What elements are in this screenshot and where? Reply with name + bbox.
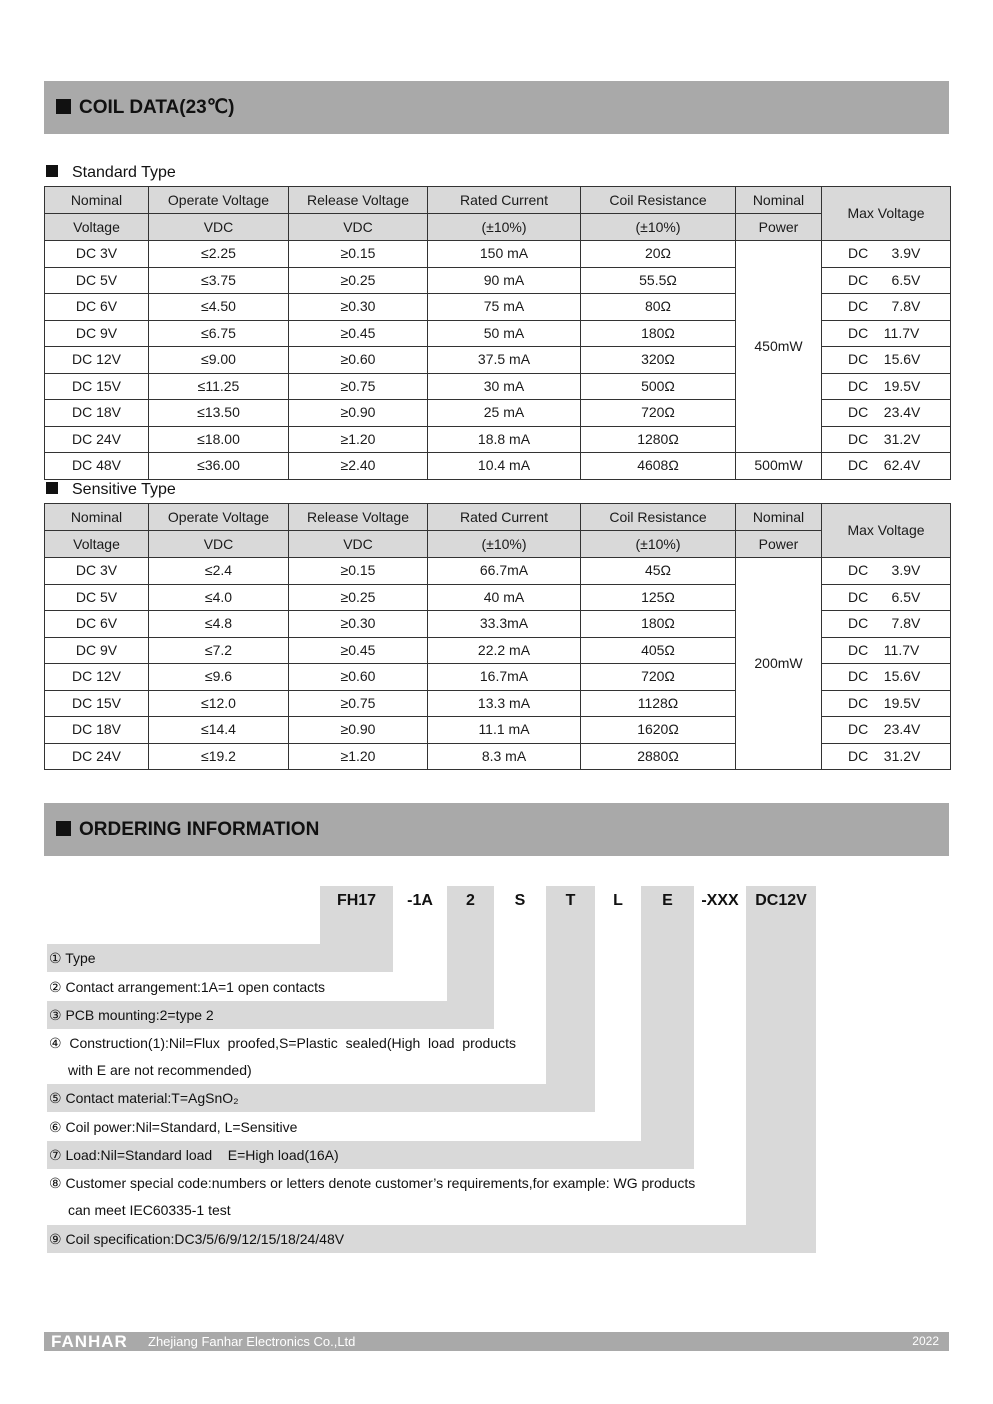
rated-current-cell: 50 mA [428,320,581,347]
coil-resistance-cell: 180Ω [581,611,736,638]
nominal-voltage-header: Nominal [45,504,149,531]
rated-current-cell: 13.3 mA [428,690,581,717]
max-voltage-header: Max Voltage [822,504,951,558]
release-voltage-unit-header: VDC [289,531,428,558]
nominal-voltage-cell: DC 5V [45,584,149,611]
ordering-title: ORDERING INFORMATION [56,803,319,856]
table-row [45,558,951,585]
code-contact: -1A [407,892,433,909]
operate-voltage-cell: ≤12.0 [149,690,289,717]
ordering-item-construction: ④ Construction(1):Nil=Flux proofed,S=Plastic sealed(High load products with E are not recommended) [49,1035,517,1078]
release-voltage-cell: ≥0.60 [289,347,428,374]
operate-voltage-cell: ≤13.50 [149,400,289,427]
nominal-voltage-cell: DC 3V [45,241,149,268]
rated-current-cell: 10.4 mA [428,453,581,480]
code-mounting: 2 [466,892,475,909]
ordering-item-contact: ② Contact arrangement:1A=1 open contacts [49,979,326,995]
rated-current-cell: 150 mA [428,241,581,268]
rated-current-cell: 8.3 mA [428,743,581,770]
max-voltage-header: Max Voltage [822,187,951,241]
release-voltage-cell: ≥0.15 [289,241,428,268]
code-column-9 [746,886,816,1253]
nominal-power-unit-header: Power [736,214,822,241]
square-bullet-icon [46,482,58,494]
rated-current-cell: 30 mA [428,373,581,400]
nominal-voltage-cell: DC 9V [45,320,149,347]
operate-voltage-unit-header: VDC [149,214,289,241]
operate-voltage-cell: ≤36.00 [149,453,289,480]
nominal-voltage-cell: DC 5V [45,267,149,294]
header-row-units [45,531,951,558]
release-voltage-cell: ≥0.60 [289,664,428,691]
rated-current-cell: 33.3mA [428,611,581,638]
sensitive-coil-table [44,503,951,770]
operate-voltage-cell: ≤2.25 [149,241,289,268]
operate-voltage-unit-header: VDC [149,531,289,558]
max-voltage-cell: DC 7.8V [822,611,951,638]
max-voltage-cell: DC 31.2V [822,426,951,453]
nominal-voltage-header: Nominal [45,187,149,214]
table-row [45,453,951,480]
rated-current-cell: 25 mA [428,400,581,427]
code-series: FH17 [336,892,377,909]
max-voltage-cell: DC 23.4V [822,400,951,427]
coil-resistance-cell: 405Ω [581,637,736,664]
nominal-voltage-cell: DC 3V [45,558,149,585]
nominal-voltage-unit-header: Voltage [45,531,149,558]
operate-voltage-cell: ≤11.25 [149,373,289,400]
nominal-power-cell: 450mW [736,241,822,453]
max-voltage-cell: DC 3.9V [822,558,951,585]
rated-current-cell: 16.7mA [428,664,581,691]
operate-voltage-cell: ≤4.8 [149,611,289,638]
max-voltage-cell: DC 23.4V [822,717,951,744]
release-voltage-cell: ≥0.90 [289,400,428,427]
coil-resistance-cell: 2880Ω [581,743,736,770]
max-voltage-cell: DC 11.7V [822,320,951,347]
ordering-header [44,803,949,856]
rated-current-header: Rated Current [428,187,581,214]
max-voltage-cell: DC 31.2V [822,743,951,770]
operate-voltage-cell: ≤3.75 [149,267,289,294]
nominal-power-header: Nominal [736,504,822,531]
max-voltage-cell: DC 6.5V [822,584,951,611]
release-voltage-cell: ≥0.30 [289,611,428,638]
release-voltage-cell: ≥0.30 [289,294,428,321]
nominal-voltage-cell: DC 12V [45,347,149,374]
nominal-voltage-unit-header: Voltage [45,214,149,241]
code-material: T [565,892,576,909]
operate-voltage-header: Operate Voltage [149,187,289,214]
max-voltage-cell: DC 7.8V [822,294,951,321]
nominal-voltage-cell: DC 15V [45,690,149,717]
nominal-voltage-cell: DC 9V [45,637,149,664]
coil-data-title: COIL DATA(23℃) [56,81,234,134]
square-bullet-icon [56,99,71,114]
coil-resistance-cell: 125Ω [581,584,736,611]
release-voltage-cell: ≥0.15 [289,558,428,585]
page-footer [44,1332,949,1351]
ordering-item-coil-spec: ⑨ Coil specification:DC3/5/6/9/12/15/18/24/48V [47,1225,816,1253]
ordering-item-coil-power: ⑥ Coil power:Nil=Standard, L=Sensitive [49,1119,298,1135]
operate-voltage-cell: ≤4.50 [149,294,289,321]
max-voltage-cell: DC 11.7V [822,637,951,664]
header-row [45,187,951,214]
code-coil-spec: DC12V [755,892,807,909]
max-voltage-cell: DC 3.9V [822,241,951,268]
standard-type-heading: Standard Type [46,164,176,182]
max-voltage-cell: DC 19.5V [822,690,951,717]
release-voltage-cell: ≥1.20 [289,426,428,453]
nominal-voltage-cell: DC 18V [45,400,149,427]
footer-year: 2022 [912,1334,939,1348]
operate-voltage-cell: ≤14.4 [149,717,289,744]
coil-resistance-cell: 1620Ω [581,717,736,744]
operate-voltage-cell: ≤4.0 [149,584,289,611]
rated-current-cell: 75 mA [428,294,581,321]
max-voltage-cell: DC 15.6V [822,347,951,374]
coil-resistance-cell: 720Ω [581,400,736,427]
operate-voltage-header: Operate Voltage [149,504,289,531]
release-voltage-cell: ≥2.40 [289,453,428,480]
max-voltage-cell: DC 19.5V [822,373,951,400]
square-bullet-icon [46,165,58,177]
rated-current-cell: 18.8 mA [428,426,581,453]
code-coil-power: L [613,892,623,909]
nominal-power-cell: 200mW [736,558,822,770]
operate-voltage-cell: ≤19.2 [149,743,289,770]
operate-voltage-cell: ≤18.00 [149,426,289,453]
coil-resistance-cell: 4608Ω [581,453,736,480]
release-voltage-unit-header: VDC [289,214,428,241]
rated-current-unit-header: (±10%) [428,531,581,558]
nominal-power-header: Nominal [736,187,822,214]
coil-resistance-cell: 80Ω [581,294,736,321]
ordering-item-mounting: ③ PCB mounting:2=type 2 [47,1001,494,1029]
nominal-voltage-cell: DC 15V [45,373,149,400]
rated-current-unit-header: (±10%) [428,214,581,241]
operate-voltage-cell: ≤2.4 [149,558,289,585]
code-column-5 [546,886,595,1112]
max-voltage-cell: DC 6.5V [822,267,951,294]
nominal-voltage-cell: DC 24V [45,426,149,453]
release-voltage-cell: ≥0.25 [289,584,428,611]
nominal-voltage-cell: DC 18V [45,717,149,744]
nominal-voltage-cell: DC 12V [45,664,149,691]
nominal-voltage-cell: DC 24V [45,743,149,770]
coil-resistance-unit-header: (±10%) [581,531,736,558]
operate-voltage-cell: ≤9.00 [149,347,289,374]
coil-resistance-cell: 320Ω [581,347,736,374]
release-voltage-cell: ≥0.75 [289,373,428,400]
release-voltage-cell: ≥0.45 [289,320,428,347]
standard-coil-table [44,186,951,480]
release-voltage-cell: ≥0.45 [289,637,428,664]
coil-resistance-cell: 55.5Ω [581,267,736,294]
release-voltage-header: Release Voltage [289,187,428,214]
rated-current-cell: 40 mA [428,584,581,611]
rated-current-cell: 66.7mA [428,558,581,585]
coil-resistance-cell: 1280Ω [581,426,736,453]
code-column-7 [641,886,694,1169]
rated-current-cell: 11.1 mA [428,717,581,744]
square-bullet-icon [56,821,71,836]
nominal-voltage-cell: DC 6V [45,294,149,321]
release-voltage-cell: ≥0.75 [289,690,428,717]
coil-data-header [44,81,949,134]
release-voltage-cell: ≥1.20 [289,743,428,770]
operate-voltage-cell: ≤6.75 [149,320,289,347]
coil-resistance-cell: 45Ω [581,558,736,585]
code-load: E [662,892,673,909]
fanhar-logo: FANHAR [51,1332,128,1351]
release-voltage-cell: ≥0.25 [289,267,428,294]
release-voltage-header: Release Voltage [289,504,428,531]
coil-resistance-cell: 500Ω [581,373,736,400]
header-row [45,504,951,531]
coil-resistance-cell: 720Ω [581,664,736,691]
nominal-voltage-cell: DC 48V [45,453,149,480]
nominal-voltage-cell: DC 6V [45,611,149,638]
rated-current-header: Rated Current [428,504,581,531]
rated-current-cell: 22.2 mA [428,637,581,664]
code-construction: S [514,892,526,909]
rated-current-cell: 37.5 mA [428,347,581,374]
coil-resistance-cell: 1128Ω [581,690,736,717]
coil-resistance-unit-header: (±10%) [581,214,736,241]
table-row [45,241,951,268]
sensitive-type-heading: Sensitive Type [46,481,176,499]
nominal-power-unit-header: Power [736,531,822,558]
coil-resistance-header: Coil Resistance [581,504,736,531]
operate-voltage-cell: ≤7.2 [149,637,289,664]
ordering-item-special: ⑧ Customer special code:numbers or letters denote customer’s requirements,for example: WG products can meet IEC60335-1 test [49,1175,696,1218]
max-voltage-cell: DC 15.6V [822,664,951,691]
coil-resistance-cell: 180Ω [581,320,736,347]
release-voltage-cell: ≥0.90 [289,717,428,744]
nominal-power-cell: 500mW [736,453,822,480]
code-special: -XXX [701,892,739,909]
coil-resistance-cell: 20Ω [581,241,736,268]
coil-resistance-header: Coil Resistance [581,187,736,214]
ordering-item-type: ① Type [47,944,393,972]
rated-current-cell: 90 mA [428,267,581,294]
header-row-units [45,214,951,241]
operate-voltage-cell: ≤9.6 [149,664,289,691]
ordering-item-load: ⑦ Load:Nil=Standard load E=High load(16A) [47,1141,694,1169]
ordering-item-material: ⑤ Contact material:T=AgSnO₂ [47,1084,595,1112]
max-voltage-cell: DC 62.4V [822,453,951,480]
company-name: Zhejiang Fanhar Electronics Co.,Ltd [148,1334,356,1349]
